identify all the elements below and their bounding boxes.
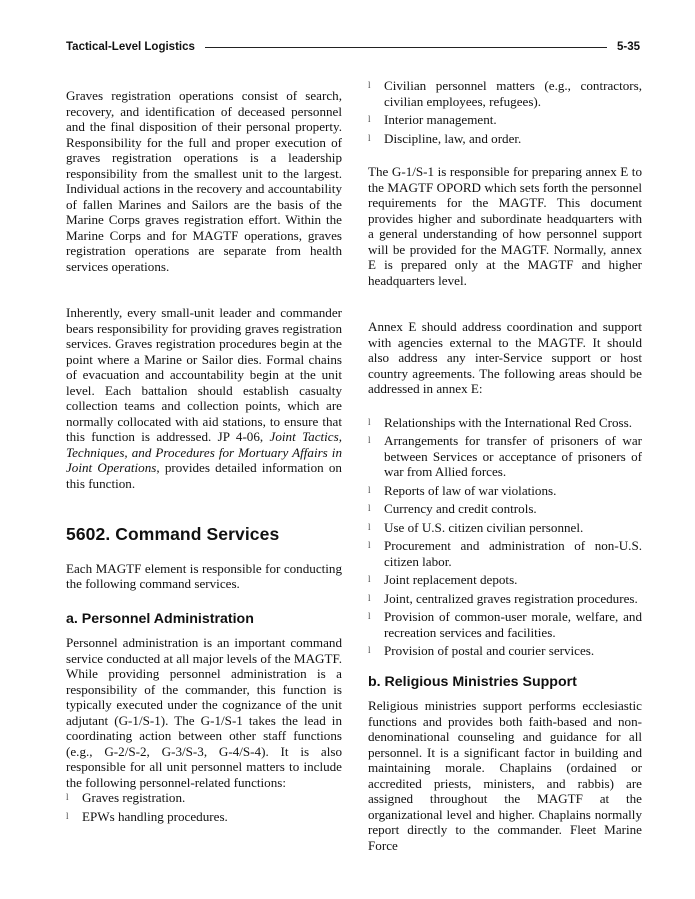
header-title: Tactical-Level Logistics [66, 41, 195, 53]
list-item [368, 538, 642, 569]
paragraph-text: , provides detailed information on this function. [66, 460, 342, 491]
subheading-religious-ministries: b. Religious Ministries Support [368, 673, 577, 690]
list-item-text: Arrangements for transfer of prisoners of war between Services or acceptance of prisoners of war from Allied forces. [384, 433, 642, 479]
bullet-icon: l [368, 574, 371, 584]
list-item-text: Procurement and administration of non-U.S. citizen labor. [384, 538, 642, 569]
list-item [368, 78, 642, 109]
bullet-icon: l [368, 114, 371, 124]
right-column [368, 78, 642, 853]
bullet-icon: l [368, 645, 371, 655]
list-item-text: Use of U.S. citizen civilian personnel. [384, 519, 584, 535]
list-item [66, 790, 342, 806]
bullet-icon: l [66, 810, 69, 821]
section-heading: 5602. Command Services [66, 524, 280, 544]
list-item [368, 520, 642, 536]
bullet-icon: l [368, 540, 371, 550]
list-item-text: Provision of postal and courier services. [384, 643, 595, 658]
personnel-functions-list [66, 790, 342, 824]
page-number: 5-35 [616, 41, 640, 53]
list-item [368, 433, 642, 480]
publication-title: Joint Tactics, Techniques, and Procedures for Mortuary Affairs in Joint Operations [66, 429, 342, 475]
section-intro: Each MAGTF element is responsible for conducting the following command services. [66, 560, 342, 591]
list-item-text: Interior management. [384, 112, 497, 127]
bullet-icon: l [368, 503, 371, 513]
list-item [368, 415, 642, 431]
small-unit-leader-paragraph [66, 305, 342, 491]
list-item-text: Joint, centralized graves registration procedures. [384, 590, 638, 606]
paragraph-text: Inherently, every small-unit leader and commander bears responsibility for providing graves registration services. Graves registration procedures begin at the point where a Marine or Sailor dies. Formal chains of evacuation and accountability begin at the unit level. Each battalion should establish casualty collection teams and collection points, which are normally collocated with aid stations, to ensure that this function is addressed. JP 4-06, [66, 305, 342, 444]
running-header [66, 38, 640, 56]
list-item-text: Discipline, law, and order. [384, 130, 522, 146]
annex-e-areas-list [368, 415, 642, 659]
personnel-functions-list-continued [368, 78, 642, 146]
list-item [368, 643, 642, 659]
list-item [368, 572, 642, 588]
bullet-icon: l [368, 592, 371, 603]
list-item [66, 809, 342, 825]
bullet-icon: l [368, 132, 371, 143]
list-item-text: Currency and credit controls. [384, 501, 537, 516]
bullet-icon: l [368, 611, 371, 621]
list-item [368, 501, 642, 517]
subheading-personnel-administration: a. Personnel Administration [66, 610, 254, 627]
list-item-text: EPWs handling procedures. [82, 808, 228, 824]
list-item-text: Relationships with the International Red Cross. [384, 414, 633, 430]
bullet-icon: l [368, 435, 371, 445]
bullet-icon: l [368, 521, 371, 532]
left-column [66, 88, 342, 827]
bullet-icon: l [66, 792, 69, 802]
religious-ministries-paragraph: Religious ministries support performs ecclesiastic functions and provides both faith-based and non-denominational counseling and guidance for all personnel. It is a significant factor in building and maintaining morale. Chaplains (ordained or accredited priests, ministers, and rabbis) are assigned throughout the MAGTF at the organizational level and higher. Chaplains normally report directly to the commander. Fleet Marine Force [368, 698, 642, 853]
list-item-text: Joint replacement depots. [384, 572, 518, 587]
bullet-icon: l [368, 416, 371, 427]
annex-e-coordination-paragraph: Annex E should address coordination and support with agencies external to the MAGTF. It should also address any inter-Service support or host country agreements. The following areas should be addressed in annex E: [368, 319, 642, 396]
annex-e-responsibility-paragraph: The G-1/S-1 is responsible for preparing annex E to the MAGTF OPORD which sets forth the personnel requirements for the MAGTF. This document provides higher and subordinate headquarters with a general understanding of how personnel support will be provided for the MAGTF. Normally, annex E is prepared only at the MAGTF and higher headquarters level. [368, 164, 642, 288]
personnel-administration-paragraph: Personnel administration is an important command service conducted at all major levels of the MAGTF. While providing personnel administration is a responsibility of the commander, this function is typically executed under the cognizance of the unit adjutant (G-1/S-1). The G-1/S-1 takes the lead in coordinating action between other staff functions (e.g., G-2/S-2, G-3/S-3, G-4/S-4). It is also responsible for all unit personnel matters to include the following personnel-related functions: [66, 635, 342, 790]
list-item [368, 591, 642, 607]
list-item [368, 483, 642, 499]
bullet-icon: l [368, 80, 371, 90]
graves-registration-paragraph: Graves registration operations consist of search, recovery, and identification of deceased personnel and the final disposition of their personal property. Responsibility for the full and proper execution of graves registration operations is a leadership responsibility from the smallest unit to the largest. Individual actions in the recovery and accountability of fallen Marines and Sailors are the basis of the Marine Corps graves registration effort. Within the Marine Corps and for MAGTF operations, graves registration operations are separate from health services operations. [66, 88, 342, 274]
header-rule [205, 47, 607, 48]
list-item-text: Graves registration. [82, 790, 186, 805]
list-item-text: Provision of common-user morale, welfare, and recreation services and facilities. [384, 609, 642, 640]
list-item-text: Civilian personnel matters (e.g., contractors, civilian employees, refugees). [384, 78, 642, 109]
bullet-icon: l [368, 484, 371, 495]
list-item [368, 609, 642, 640]
list-item [368, 112, 642, 128]
list-item-text: Reports of law of war violations. [384, 482, 557, 498]
list-item [368, 131, 642, 147]
